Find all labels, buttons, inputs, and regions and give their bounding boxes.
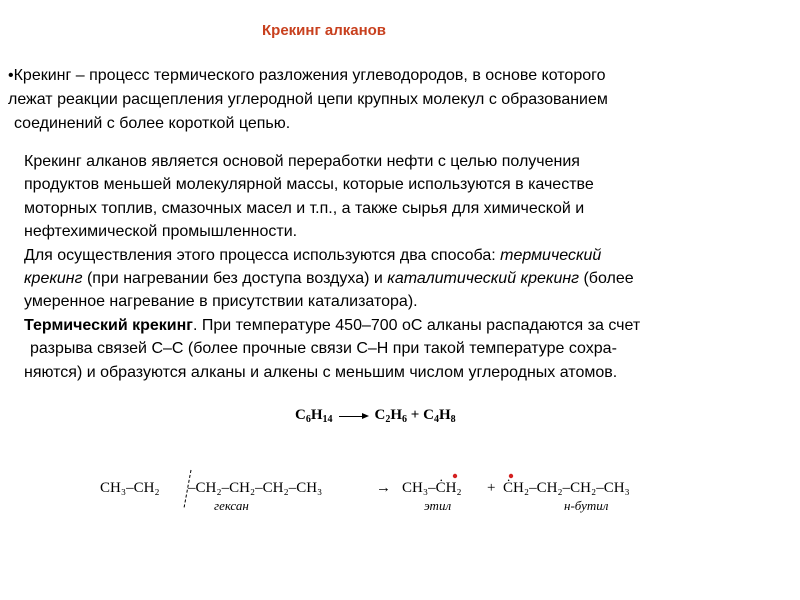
summary-equation <box>295 407 456 425</box>
text-line: Крекинг алканов является основой переработки нефти с целью получения <box>24 153 580 170</box>
text-line: моторных топлив, смазочных масел и т.п., а также сырья для химической и <box>24 199 585 217</box>
text-span: Для осуществления этого процесса используются два способа: <box>24 246 501 264</box>
formula-reactant: $C_6H_{14}$ <box>295 407 333 425</box>
plus-sign: + <box>487 480 496 496</box>
page-title: Крекинг алканов <box>262 22 387 39</box>
butyl-formula: ĊH₂–CH₂–CH₂–CH₃ <box>503 480 630 496</box>
radical-dot-icon <box>509 474 513 478</box>
label-butyl: н-бутил <box>564 498 609 513</box>
description-paragraph <box>24 150 640 384</box>
formula-product-1: $C_2H_6$ <box>374 407 408 425</box>
text-line <box>24 314 640 337</box>
structural-equation-svg <box>0 468 800 528</box>
text-line <box>24 267 640 290</box>
text-line: нефтехимической промышленности. <box>24 223 298 241</box>
radical-dot-icon <box>453 474 457 478</box>
hexane-segment-1: CH₃–CH₂ <box>100 480 160 496</box>
text-italic: термический <box>500 246 602 264</box>
hexane-segment-2: –CH₂–CH₂–CH₂–CH₃ <box>188 480 323 496</box>
text-italic: крекинг <box>24 270 83 288</box>
text-italic: каталитический крекинг <box>387 270 580 288</box>
text-span: (более <box>579 270 634 288</box>
text-line: умеренное нагревание в присутствии катализатора). <box>24 293 418 311</box>
plus-sign: + <box>407 407 424 423</box>
text-span: (при нагревании без доступа воздуха) и <box>82 270 388 288</box>
text-line: лежат реакции расщепления углеродной цепи крупных молекул с образованием <box>8 91 608 108</box>
text-line: •Крекинг – процесс термического разложения углеводородов, в основе которого <box>8 67 606 84</box>
text-line: продуктов меньшей молекулярной массы, которые используются в качестве <box>24 176 594 194</box>
text-line: разрыва связей С–С (более прочные связи С–Н при такой температуре сохра- <box>30 340 617 358</box>
label-hexane: гексан <box>214 498 249 513</box>
reaction-arrow-icon <box>339 411 369 421</box>
definition-paragraph <box>8 64 608 136</box>
ethyl-formula: CH₃–ĊH₂ <box>402 480 462 496</box>
text-line: соединений с более короткой цепью. <box>14 115 291 132</box>
text-line <box>24 244 640 267</box>
reaction-arrow: → <box>376 480 391 496</box>
text-line: няются) и образуются алканы и алкены с меньшим числом углеродных атомов. <box>24 363 618 381</box>
text-bold: Термический крекинг <box>24 316 193 334</box>
text-span: . При температуре 450–700 оС алканы распадаются за счет <box>192 316 641 334</box>
label-ethyl: этил <box>424 498 452 513</box>
formula-product-2: $C_4H_8$ <box>423 407 456 425</box>
structural-equation <box>0 468 800 528</box>
